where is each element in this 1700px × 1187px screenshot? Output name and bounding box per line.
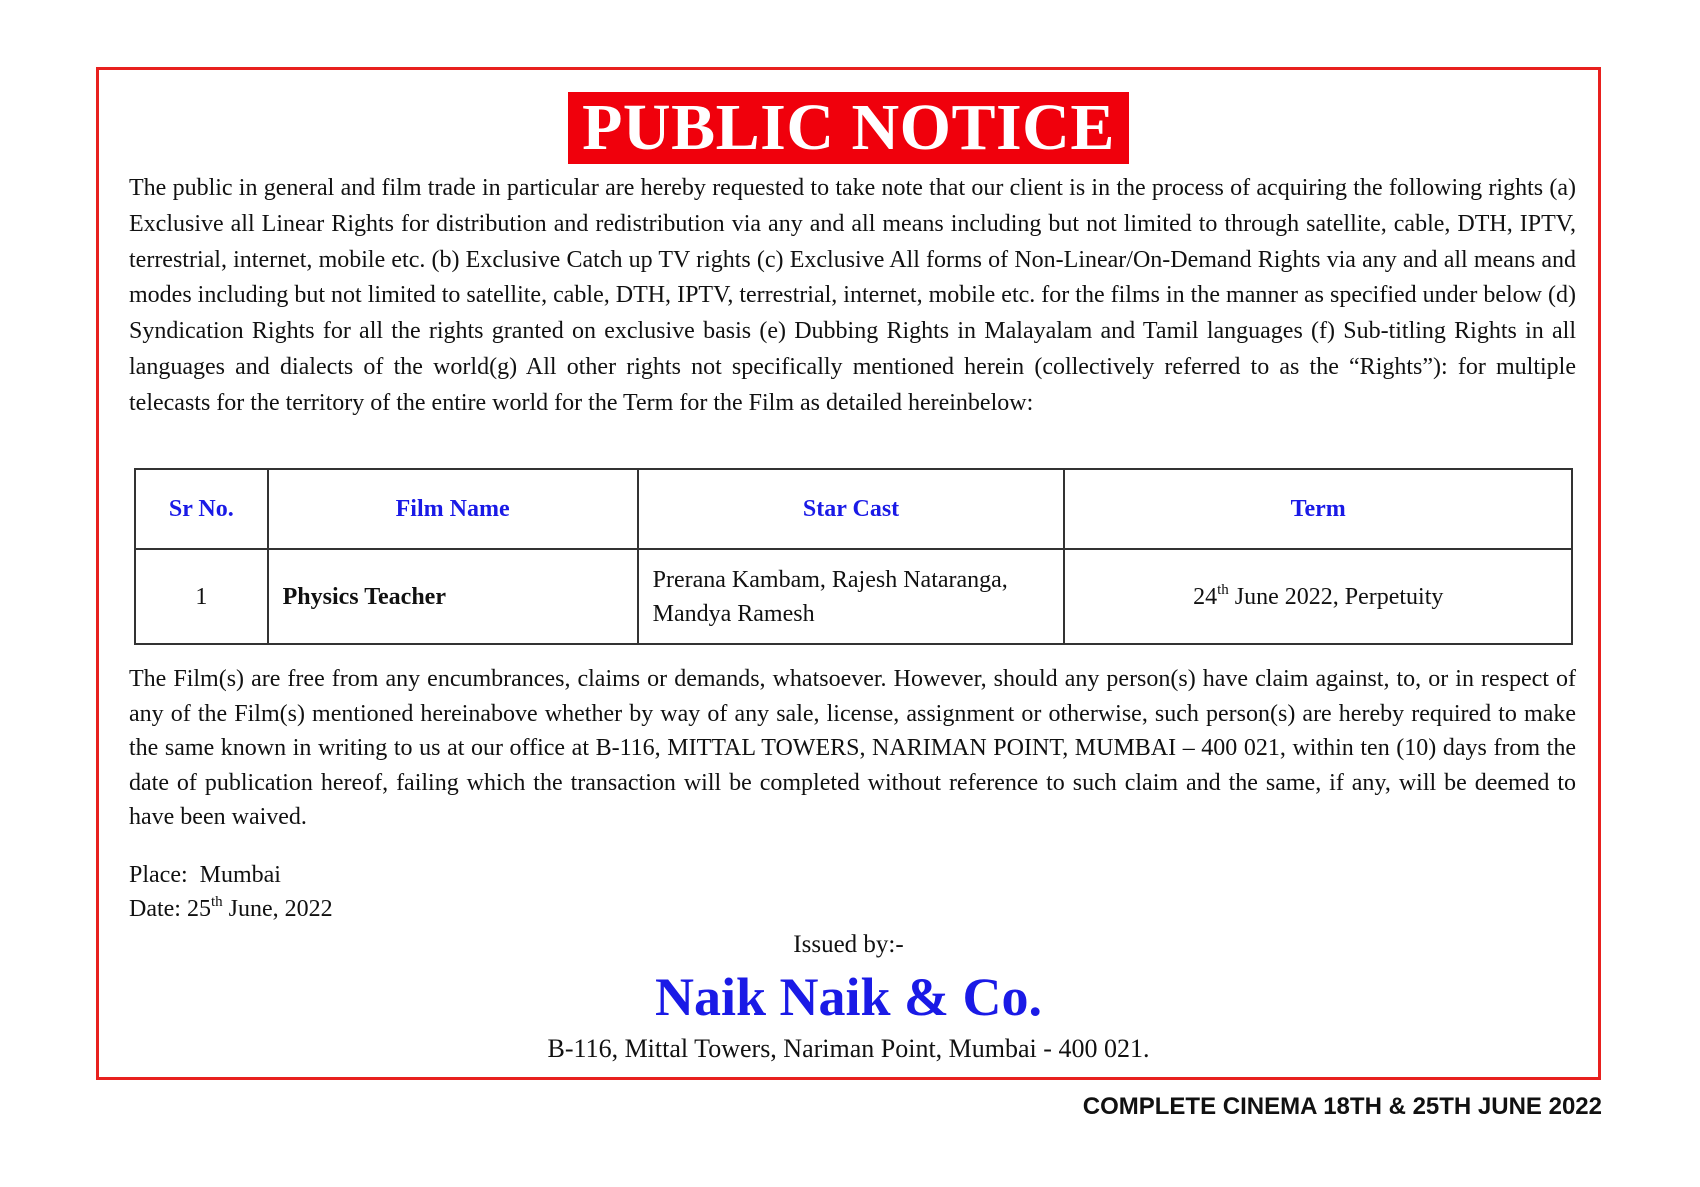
date-prefix: Date: 25 — [129, 896, 211, 922]
title-wrap — [99, 92, 1598, 164]
place-date-block — [129, 858, 333, 926]
table-row — [135, 549, 1572, 644]
date-suffix: th — [210, 894, 223, 910]
term-day-suffix: th — [1217, 581, 1229, 598]
rights-table — [134, 468, 1573, 645]
claims-paragraph: The Film(s) are free from any encumbrances, claims or demands, whatsoever. However, should any person(s) have claim against, to, or in respect of any of the Film(s) mentioned hereinabove whether by way of any sale, license, assignment or otherwise, such person(s) are hereby required to make the same known in writing to us at our office at B-116, MITTAL TOWERS, NARIMAN POINT, MUMBAI – 400 021, within ten (10) days from the date of publication hereof, failing which the transaction will be completed without reference to such claim and the same, if any, will be deemed to have been waived. — [129, 666, 1576, 831]
star-cast-line-2: Mandya Ramesh — [652, 600, 815, 627]
cell-sr-no: 1 — [135, 549, 268, 644]
place-line: Place: Mumbai — [129, 862, 281, 888]
header-sr-no: Sr No. — [135, 469, 268, 549]
cell-term — [1064, 549, 1572, 644]
table-header-row — [135, 469, 1572, 549]
public-notice-frame — [96, 67, 1601, 1080]
term-day: 24 — [1193, 583, 1218, 610]
firm-name: Naik Naik & Co. — [654, 967, 1043, 1027]
cell-film-name: Physics Teacher — [268, 549, 638, 644]
notice-title: PUBLIC NOTICE — [568, 92, 1129, 164]
publication-credit: COMPLETE CINEMA 18TH & 25TH JUNE 2022 — [1082, 1093, 1602, 1120]
intro-paragraph: The public in general and film trade in particular are hereby requested to take note that our client is in the process of acquiring the following rights (a) Exclusive all Linear Rights for distribution and redistribution via any and all means including but not limited to through satellite, cable, DTH, IPTV, terrestrial, internet, mobile etc. (b) Exclusive Catch up TV rights (c) Exclusive All forms of Non-Linear/On-Demand Rights via any and all means and modes including but not limited to satellite, cable, DTH, IPTV, terrestrial, internet, mobile etc. for the films in the manner as specified under below (d) Syndication Rights for all the rights granted on exclusive basis (e) Dubbing Rights in Malayalam and Tamil languages (f) Sub-titling Rights in all languages and dialects of the world(g) All other rights not specifically mentioned herein (collectively referred to as the “Rights”): for multiple telecasts for the territory of the entire world for the Term for the Film as detailed hereinbelow: — [129, 175, 1576, 416]
issued-by-label: Issued by:- — [793, 931, 904, 958]
header-film-name: Film Name — [268, 469, 638, 549]
header-star-cast: Star Cast — [638, 469, 1065, 549]
term-rest: June 2022, Perpetuity — [1228, 583, 1444, 610]
header-term: Term — [1064, 469, 1572, 549]
firm-address: B-116, Mittal Towers, Nariman Point, Mumbai - 400 021. — [547, 1034, 1150, 1063]
cell-star-cast — [638, 549, 1065, 644]
date-rest: June, 2022 — [222, 896, 333, 922]
star-cast-line-1: Prerana Kambam, Rajesh Nataranga, — [652, 566, 1008, 593]
date-line — [129, 892, 333, 926]
